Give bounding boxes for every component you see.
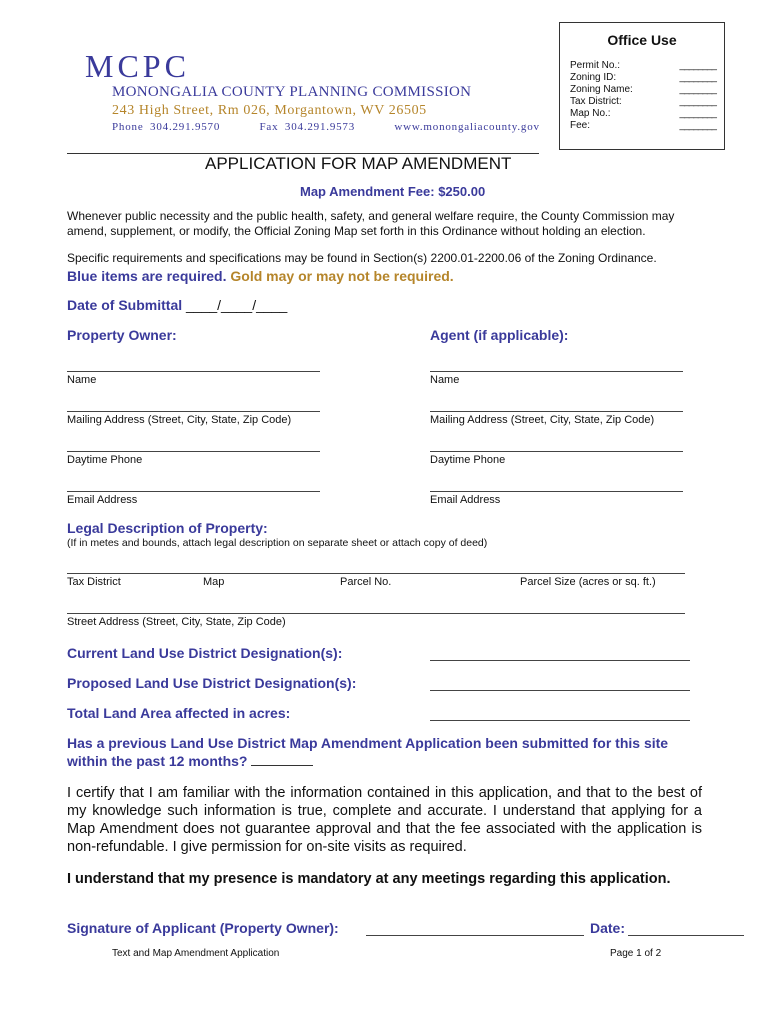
office-use-blank[interactable]: ________ (679, 72, 716, 83)
office-use-blank[interactable]: ________ (679, 60, 716, 71)
intro-paragraph: Whenever public necessity and the public health, safety, and general welfare require, the County Commission may amend, supplement, or modify, the Official Zoning Map set forth in this Ordinance without holding an election. (67, 209, 675, 238)
page-number: Page 1 of 2 (610, 948, 662, 959)
owner-email-label: Email Address (67, 494, 138, 506)
contact-line (112, 121, 540, 133)
office-use-label: Zoning ID: (570, 72, 617, 83)
page-title: APPLICATION FOR MAP AMENDMENT (205, 154, 512, 173)
office-use-title: Office Use (607, 32, 677, 48)
agent-heading: Agent (if applicable): (430, 327, 569, 343)
owner-name-label: Name (67, 374, 97, 386)
agent-name-label: Name (430, 374, 460, 386)
signature-label: Signature of Applicant (Property Owner): (67, 920, 339, 936)
agent-phone-field[interactable] (430, 451, 683, 452)
office-use-label: Map No.: (570, 108, 611, 119)
office-use-row (570, 96, 716, 108)
office-use-blank[interactable]: ________ (679, 120, 716, 131)
proposed-designation-label: Proposed Land Use District Designation(s): (67, 675, 357, 691)
owner-name-field[interactable] (67, 371, 320, 372)
office-use-row (570, 120, 716, 132)
property-owner-heading: Property Owner: (67, 327, 177, 343)
color-legend (67, 268, 454, 284)
fax: Fax 304.291.9573 (259, 121, 356, 133)
owner-email-field[interactable] (67, 491, 320, 492)
office-use-box (559, 22, 725, 150)
owner-phone-label: Daytime Phone (67, 454, 143, 466)
legal-description-heading: Legal Description of Property: (67, 520, 268, 536)
date-label: Date of Submittal (67, 297, 183, 313)
street-address-label: Street Address (Street, City, State, Zip Code) (67, 616, 286, 628)
agent-phone-label: Daytime Phone (430, 454, 506, 466)
proposed-designation-field[interactable] (430, 690, 690, 691)
parcel-size-label: Parcel Size (acres or sq. ft.) (520, 576, 656, 588)
optional-notice: Gold may or may not be required. (230, 268, 454, 284)
legal-description-note: (If in metes and bounds, attach legal description on separate sheet or attach copy of deed) (67, 537, 488, 549)
acronym-logo: MCPC (85, 48, 190, 84)
mandatory-presence-notice: I understand that my presence is mandatory at any meetings regarding this application. (67, 871, 671, 887)
street-address-field[interactable] (67, 613, 685, 614)
office-use-row (570, 72, 716, 84)
office-use-label: Zoning Name: (570, 84, 633, 95)
date-signed-label: Date: (590, 920, 626, 936)
agent-address-label: Mailing Address (Street, City, State, Zip Code) (430, 414, 655, 426)
date-of-submittal (67, 297, 287, 313)
certification-paragraph: I certify that I am familiar with the information contained in this application, and that to the best of my knowledge such information is true, complete and accurate. I understand that applying for a Map Amendment does not guarantee approval and that the fee associated with the application is non-refundable. I give permission for on-site visits as required. (67, 785, 702, 855)
date-signed-field[interactable] (628, 935, 744, 936)
current-designation-label: Current Land Use District Designation(s): (67, 645, 343, 661)
owner-address-label: Mailing Address (Street, City, State, Zip Code) (67, 414, 292, 426)
website-link[interactable]: www.monongaliacounty.gov (394, 121, 540, 133)
owner-address-field[interactable] (67, 411, 320, 412)
office-use-label: Tax District: (570, 96, 622, 107)
previous-answer-field[interactable] (251, 753, 313, 766)
total-area-label: Total Land Area affected in acres: (67, 705, 291, 721)
office-use-label: Fee: (570, 120, 591, 131)
agent-address-field[interactable] (430, 411, 683, 412)
commission-address: 243 High Street, Rm 026, Morgantown, WV 26505 (112, 103, 427, 118)
office-use-blank[interactable]: ________ (679, 108, 716, 119)
previous-question-text: Has a previous Land Use District Map Amendment Application been submitted for this site within the past 12 months? (67, 735, 669, 769)
fee-line: Map Amendment Fee: $250.00 (300, 184, 486, 199)
previous-application-question (67, 734, 707, 770)
office-use-label: Permit No.: (570, 60, 621, 71)
commission-name: MONONGALIA COUNTY PLANNING COMMISSION (112, 84, 472, 100)
office-use-row (570, 60, 716, 72)
parcel-info-field[interactable] (67, 573, 685, 574)
requirements-paragraph: Specific requirements and specifications may be found in Section(s) 2200.01-2200.06 of the Zoning Ordinance. (67, 251, 657, 265)
owner-phone-field[interactable] (67, 451, 320, 452)
agent-email-label: Email Address (430, 494, 501, 506)
parcel-no-label: Parcel No. (340, 576, 392, 588)
agent-name-field[interactable] (430, 371, 683, 372)
phone: Phone 304.291.9570 (112, 121, 221, 133)
office-use-blank[interactable]: ________ (679, 84, 716, 95)
office-use-row (570, 108, 716, 120)
current-designation-field[interactable] (430, 660, 690, 661)
tax-district-label: Tax District (67, 576, 121, 588)
agent-email-field[interactable] (430, 491, 683, 492)
signature-field[interactable] (366, 935, 584, 936)
footer-title: Text and Map Amendment Application (112, 948, 280, 959)
office-use-row (570, 84, 716, 96)
total-area-field[interactable] (430, 720, 690, 721)
office-use-blank[interactable]: ________ (679, 96, 716, 107)
map-label: Map (203, 576, 225, 588)
date-blank[interactable]: ____/____/____ (186, 297, 288, 313)
required-notice: Blue items are required. (67, 268, 227, 284)
